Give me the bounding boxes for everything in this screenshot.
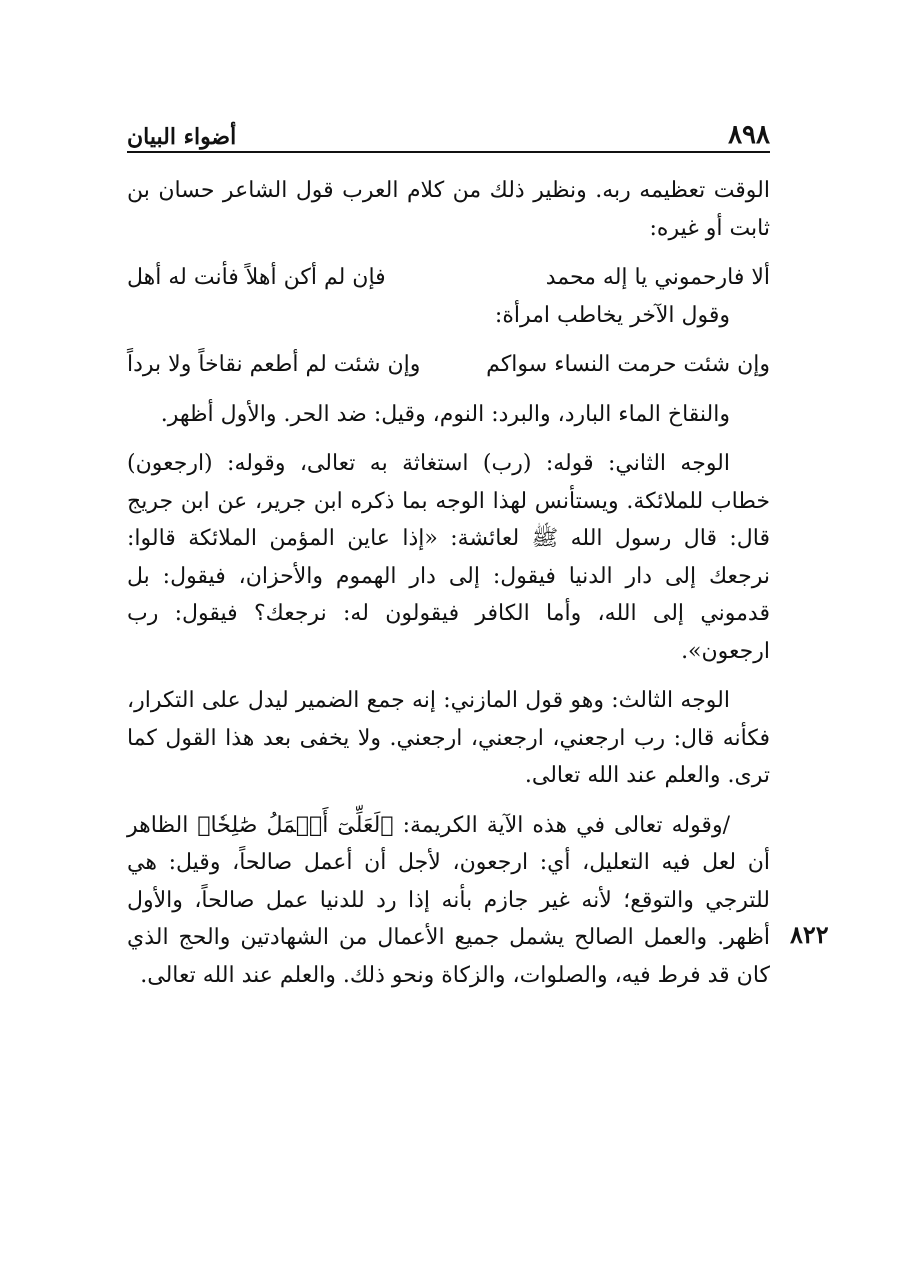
header-rule: [127, 151, 770, 153]
paragraph-2: وقول الآخر يخاطب امرأة:: [494, 302, 730, 328]
paragraph-5: الوجه الثالث: وهو قول المازني: إنه جمع الضمير ليدل على التكرار، فكأنه قال: رب ارجعني، ارجعني، ارجعني. ولا يخفى بعد هذا القول كما ترى. والعلم عند الله تعالى.: [127, 688, 770, 788]
page-header: [127, 112, 770, 150]
margin-page-reference: ٨٢٢: [790, 920, 829, 949]
verse-1-second-hemistich: فإن لم أكن أهلاً فأنت له أهل: [127, 265, 386, 290]
verse-2-first-hemistich: وإن شئت حرمت النساء سواكم: [486, 352, 770, 377]
running-title: أضواء البيان: [127, 124, 237, 150]
paragraph-4: الوجه الثاني: قوله: (رب) استغاثة به تعالى، وقوله: (ارجعون) خطاب للملائكة. ويستأنس لهذا الوجه بما ذكره ابن جرير، عن ابن جريج قال: قال رسول الله ﷺ لعائشة: «إذا عاين المؤمن الملائكة قالوا: نرجعك إلى دار الدنيا فيقول: إلى دار الهموم والأحزان، فيقول: بل قدموني إلى الله، وأما الكافر فيقولون له: نرجعك؟ فيقول: رب ارجعون».: [127, 451, 770, 664]
verse-2-second-hemistich: وإن شئت لم أطعم نقاخاً ولا برداً: [127, 352, 421, 377]
paragraph-1: الوقت تعظيمه ربه. ونظير ذلك من كلام العرب قول الشاعر حسان بن ثابت أو غيره:: [127, 178, 770, 241]
paragraph-3: والنقاخ الماء البارد، والبرد: النوم، وقيل: ضد الحر. والأول أظهر.: [160, 401, 730, 427]
verse-2: [127, 346, 770, 384]
page-number: ٨٩٨: [728, 120, 770, 150]
verse-1: [127, 259, 770, 297]
paragraph-6: /وقوله تعالى في هذه الآية الكريمة: ﴿لَعَلِّىٓ أَعۡمَلُ صَٰلِحٗا﴾ الظاهر أن لعل فيه التعليل، أي: ارجعون، لأجل أن أعمل صالحاً، وقيل: هي للترجي والتوقع؛ لأنه غير جازم بأنه إذا رد للدنيا عمل صالحاً، والأول أظهر. والعمل الصالح يشمل جميع الأعمال من الشهادتين والحج الذي كان قد فرط فيه، والصلوات، والزكاة ونحو ذلك. والعلم عند الله تعالى.: [127, 812, 770, 988]
body-text: [127, 172, 770, 994]
verse-1-first-hemistich: ألا فارحموني يا إله محمد: [545, 265, 770, 290]
